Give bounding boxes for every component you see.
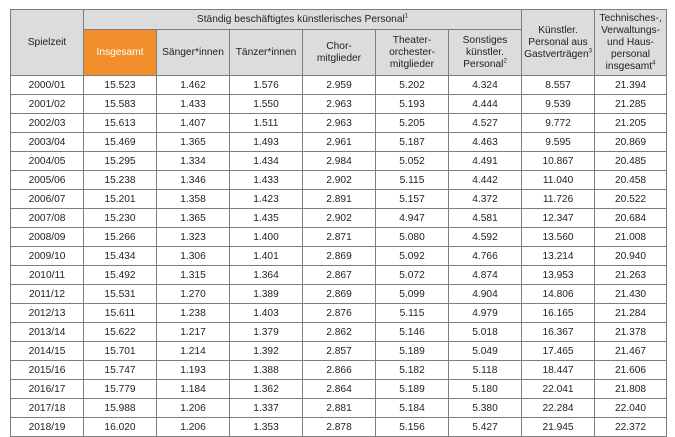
cell-other: 4.463 (449, 133, 522, 152)
cell-singers: 1.193 (157, 361, 230, 380)
cell-dancers: 1.337 (230, 399, 303, 418)
cell-total: 15.523 (84, 76, 157, 95)
cell-choir: 2.871 (303, 228, 376, 247)
cell-choir: 2.857 (303, 342, 376, 361)
cell-season: 2007/08 (11, 209, 84, 228)
cell-other: 4.581 (449, 209, 522, 228)
cell-choir: 2.869 (303, 285, 376, 304)
header-line: personal (610, 48, 651, 60)
cell-singers: 1.184 (157, 380, 230, 399)
cell-other: 4.491 (449, 152, 522, 171)
table-row (11, 114, 667, 133)
cell-choir: 2.876 (303, 304, 376, 323)
cell-singers: 1.358 (157, 190, 230, 209)
cell-orchestra: 5.072 (376, 266, 449, 285)
cell-orchestra: 5.193 (376, 95, 449, 114)
cell-dancers: 1.364 (230, 266, 303, 285)
cell-season: 2017/18 (11, 399, 84, 418)
header-guest (522, 10, 595, 76)
header-total (84, 30, 157, 76)
table-row (11, 399, 667, 418)
cell-orchestra: 5.115 (376, 171, 449, 190)
header-line: mitglieder (316, 52, 362, 64)
header-line: Künstler. (538, 24, 578, 36)
cell-season: 2003/04 (11, 133, 84, 152)
cell-tech: 20.869 (595, 133, 667, 152)
cell-tech: 20.522 (595, 190, 667, 209)
cell-singers: 1.323 (157, 228, 230, 247)
cell-other: 5.380 (449, 399, 522, 418)
header-line: Chor- (326, 40, 352, 52)
cell-season: 2008/09 (11, 228, 84, 247)
cell-total: 15.611 (84, 304, 157, 323)
cell-total: 15.779 (84, 380, 157, 399)
cell-singers: 1.214 (157, 342, 230, 361)
header-group-footnote: 1 (404, 13, 409, 20)
cell-total: 15.266 (84, 228, 157, 247)
cell-dancers: 1.362 (230, 380, 303, 399)
cell-singers: 1.217 (157, 323, 230, 342)
table-row (11, 304, 667, 323)
cell-other: 5.427 (449, 418, 522, 437)
cell-other: 5.049 (449, 342, 522, 361)
cell-singers: 1.334 (157, 152, 230, 171)
table-row (11, 342, 667, 361)
header-line: und Haus- (607, 36, 655, 48)
cell-orchestra: 5.092 (376, 247, 449, 266)
cell-dancers: 1.401 (230, 247, 303, 266)
cell-orchestra: 5.052 (376, 152, 449, 171)
cell-other: 4.904 (449, 285, 522, 304)
table-row (11, 285, 667, 304)
header-dancers (230, 30, 303, 76)
cell-singers: 1.206 (157, 399, 230, 418)
cell-orchestra: 5.205 (376, 114, 449, 133)
cell-choir: 2.963 (303, 95, 376, 114)
cell-tech: 21.606 (595, 361, 667, 380)
cell-season: 2016/17 (11, 380, 84, 399)
cell-choir: 2.864 (303, 380, 376, 399)
cell-dancers: 1.400 (230, 228, 303, 247)
cell-dancers: 1.353 (230, 418, 303, 437)
cell-orchestra: 5.202 (376, 76, 449, 95)
cell-season: 2010/11 (11, 266, 84, 285)
cell-total: 15.622 (84, 323, 157, 342)
cell-choir: 2.963 (303, 114, 376, 133)
cell-total: 16.020 (84, 418, 157, 437)
cell-orchestra: 5.156 (376, 418, 449, 437)
cell-singers: 1.365 (157, 133, 230, 152)
cell-guest: 18.447 (522, 361, 595, 380)
cell-season: 2001/02 (11, 95, 84, 114)
header-line: Insgesamt (96, 46, 144, 58)
cell-total: 15.583 (84, 95, 157, 114)
cell-total: 15.469 (84, 133, 157, 152)
cell-total: 15.531 (84, 285, 157, 304)
cell-orchestra: 5.099 (376, 285, 449, 304)
header-footnote: 4 (652, 60, 656, 67)
cell-season: 2012/13 (11, 304, 84, 323)
cell-season: 2018/19 (11, 418, 84, 437)
cell-other: 4.766 (449, 247, 522, 266)
cell-season: 2013/14 (11, 323, 84, 342)
cell-other: 4.979 (449, 304, 522, 323)
cell-guest: 22.284 (522, 399, 595, 418)
cell-orchestra: 5.146 (376, 323, 449, 342)
cell-total: 15.201 (84, 190, 157, 209)
cell-singers: 1.346 (157, 171, 230, 190)
cell-tech: 21.263 (595, 266, 667, 285)
header-line: mitglieder (389, 58, 435, 70)
header-line: Sänger*innen (162, 46, 224, 58)
cell-tech: 20.458 (595, 171, 667, 190)
cell-other: 5.018 (449, 323, 522, 342)
cell-other: 4.372 (449, 190, 522, 209)
cell-guest: 17.465 (522, 342, 595, 361)
header-line: Verwaltungs- (601, 24, 660, 36)
cell-choir: 2.867 (303, 266, 376, 285)
cell-guest: 11.726 (522, 190, 595, 209)
cell-season: 2014/15 (11, 342, 84, 361)
cell-dancers: 1.388 (230, 361, 303, 380)
header-group-row (11, 10, 667, 30)
cell-season: 2009/10 (11, 247, 84, 266)
cell-dancers: 1.379 (230, 323, 303, 342)
cell-tech: 21.394 (595, 76, 667, 95)
cell-choir: 2.862 (303, 323, 376, 342)
cell-total: 15.492 (84, 266, 157, 285)
cell-singers: 1.306 (157, 247, 230, 266)
cell-guest: 21.945 (522, 418, 595, 437)
cell-dancers: 1.434 (230, 152, 303, 171)
table-row (11, 95, 667, 114)
cell-season: 2004/05 (11, 152, 84, 171)
cell-tech: 21.467 (595, 342, 667, 361)
table-row (11, 228, 667, 247)
cell-guest: 9.595 (522, 133, 595, 152)
table-container (10, 9, 667, 437)
cell-singers: 1.407 (157, 114, 230, 133)
header-choir (303, 30, 376, 76)
cell-tech: 21.808 (595, 380, 667, 399)
cell-guest: 13.214 (522, 247, 595, 266)
cell-season: 2005/06 (11, 171, 84, 190)
cell-choir: 2.878 (303, 418, 376, 437)
header-tech (595, 10, 667, 76)
cell-tech: 21.378 (595, 323, 667, 342)
cell-dancers: 1.511 (230, 114, 303, 133)
header-line: Personal (463, 58, 504, 70)
cell-choir: 2.902 (303, 209, 376, 228)
cell-total: 15.238 (84, 171, 157, 190)
cell-other: 4.444 (449, 95, 522, 114)
header-line: Tänzer*innen (235, 46, 297, 58)
cell-choir: 2.984 (303, 152, 376, 171)
cell-other: 4.324 (449, 76, 522, 95)
cell-guest: 11.040 (522, 171, 595, 190)
header-footnote: 2 (503, 58, 507, 65)
cell-orchestra: 5.184 (376, 399, 449, 418)
cell-singers: 1.462 (157, 76, 230, 95)
table-row (11, 380, 667, 399)
header-line: Theater- (392, 34, 432, 46)
header-season (11, 10, 84, 76)
cell-choir: 2.961 (303, 133, 376, 152)
cell-guest: 9.539 (522, 95, 595, 114)
cell-orchestra: 5.189 (376, 342, 449, 361)
cell-guest: 10.867 (522, 152, 595, 171)
cell-singers: 1.238 (157, 304, 230, 323)
cell-orchestra: 4.947 (376, 209, 449, 228)
cell-tech: 20.684 (595, 209, 667, 228)
header-group (84, 10, 522, 30)
table-body (11, 76, 667, 437)
header-line: künstler. (466, 46, 504, 58)
cell-total: 15.701 (84, 342, 157, 361)
cell-singers: 1.206 (157, 418, 230, 437)
cell-other: 4.442 (449, 171, 522, 190)
header-line: Personal aus (528, 36, 588, 48)
cell-total: 15.988 (84, 399, 157, 418)
cell-singers: 1.270 (157, 285, 230, 304)
cell-guest: 13.560 (522, 228, 595, 247)
cell-total: 15.230 (84, 209, 157, 228)
cell-singers: 1.315 (157, 266, 230, 285)
header-line: Sonstiges (462, 34, 508, 46)
cell-dancers: 1.392 (230, 342, 303, 361)
cell-season: 2006/07 (11, 190, 84, 209)
table-row (11, 361, 667, 380)
header-line: orchester- (389, 46, 435, 58)
header-group-label: Ständig beschäftigtes künstlerisches Personal (196, 13, 405, 25)
cell-dancers: 1.389 (230, 285, 303, 304)
cell-tech: 22.372 (595, 418, 667, 437)
cell-orchestra: 5.115 (376, 304, 449, 323)
cell-guest: 16.367 (522, 323, 595, 342)
cell-total: 15.434 (84, 247, 157, 266)
cell-guest: 16.165 (522, 304, 595, 323)
cell-total: 15.613 (84, 114, 157, 133)
cell-dancers: 1.433 (230, 171, 303, 190)
cell-orchestra: 5.182 (376, 361, 449, 380)
header-other (449, 30, 522, 76)
cell-guest: 14.806 (522, 285, 595, 304)
cell-dancers: 1.576 (230, 76, 303, 95)
cell-dancers: 1.493 (230, 133, 303, 152)
cell-guest: 13.953 (522, 266, 595, 285)
cell-dancers: 1.550 (230, 95, 303, 114)
cell-choir: 2.902 (303, 171, 376, 190)
cell-choir: 2.866 (303, 361, 376, 380)
table-row (11, 190, 667, 209)
cell-dancers: 1.403 (230, 304, 303, 323)
header-season-label: Spielzeit (27, 36, 67, 48)
cell-guest: 22.041 (522, 380, 595, 399)
cell-season: 2011/12 (11, 285, 84, 304)
cell-total: 15.747 (84, 361, 157, 380)
cell-other: 4.874 (449, 266, 522, 285)
table-row (11, 76, 667, 95)
cell-other: 5.180 (449, 380, 522, 399)
personnel-table (10, 9, 667, 437)
cell-orchestra: 5.080 (376, 228, 449, 247)
cell-choir: 2.891 (303, 190, 376, 209)
cell-total: 15.295 (84, 152, 157, 171)
cell-singers: 1.433 (157, 95, 230, 114)
cell-season: 2000/01 (11, 76, 84, 95)
header-line: Technisches-, (599, 12, 662, 24)
cell-tech: 21.430 (595, 285, 667, 304)
cell-other: 4.527 (449, 114, 522, 133)
header-singers (157, 30, 230, 76)
cell-tech: 22.040 (595, 399, 667, 418)
cell-tech: 20.940 (595, 247, 667, 266)
cell-season: 2002/03 (11, 114, 84, 133)
table-row (11, 171, 667, 190)
table-row (11, 247, 667, 266)
cell-tech: 21.285 (595, 95, 667, 114)
cell-tech: 20.485 (595, 152, 667, 171)
cell-singers: 1.365 (157, 209, 230, 228)
cell-season: 2015/16 (11, 361, 84, 380)
cell-other: 5.118 (449, 361, 522, 380)
cell-choir: 2.869 (303, 247, 376, 266)
header-line: insgesamt (605, 60, 653, 72)
cell-guest: 12.347 (522, 209, 595, 228)
cell-choir: 2.881 (303, 399, 376, 418)
cell-orchestra: 5.187 (376, 133, 449, 152)
cell-tech: 21.008 (595, 228, 667, 247)
cell-dancers: 1.435 (230, 209, 303, 228)
cell-choir: 2.959 (303, 76, 376, 95)
cell-dancers: 1.423 (230, 190, 303, 209)
table-row (11, 152, 667, 171)
header-line: Gastverträgen (524, 48, 589, 60)
table-row (11, 209, 667, 228)
table-row (11, 323, 667, 342)
header-orchestra (376, 30, 449, 76)
cell-guest: 8.557 (522, 76, 595, 95)
header-footnote: 3 (588, 48, 592, 55)
cell-tech: 21.205 (595, 114, 667, 133)
table-row (11, 133, 667, 152)
cell-guest: 9.772 (522, 114, 595, 133)
cell-other: 4.592 (449, 228, 522, 247)
cell-tech: 21.284 (595, 304, 667, 323)
table-row (11, 266, 667, 285)
cell-orchestra: 5.157 (376, 190, 449, 209)
table-header (11, 10, 667, 76)
table-row (11, 418, 667, 437)
cell-orchestra: 5.189 (376, 380, 449, 399)
